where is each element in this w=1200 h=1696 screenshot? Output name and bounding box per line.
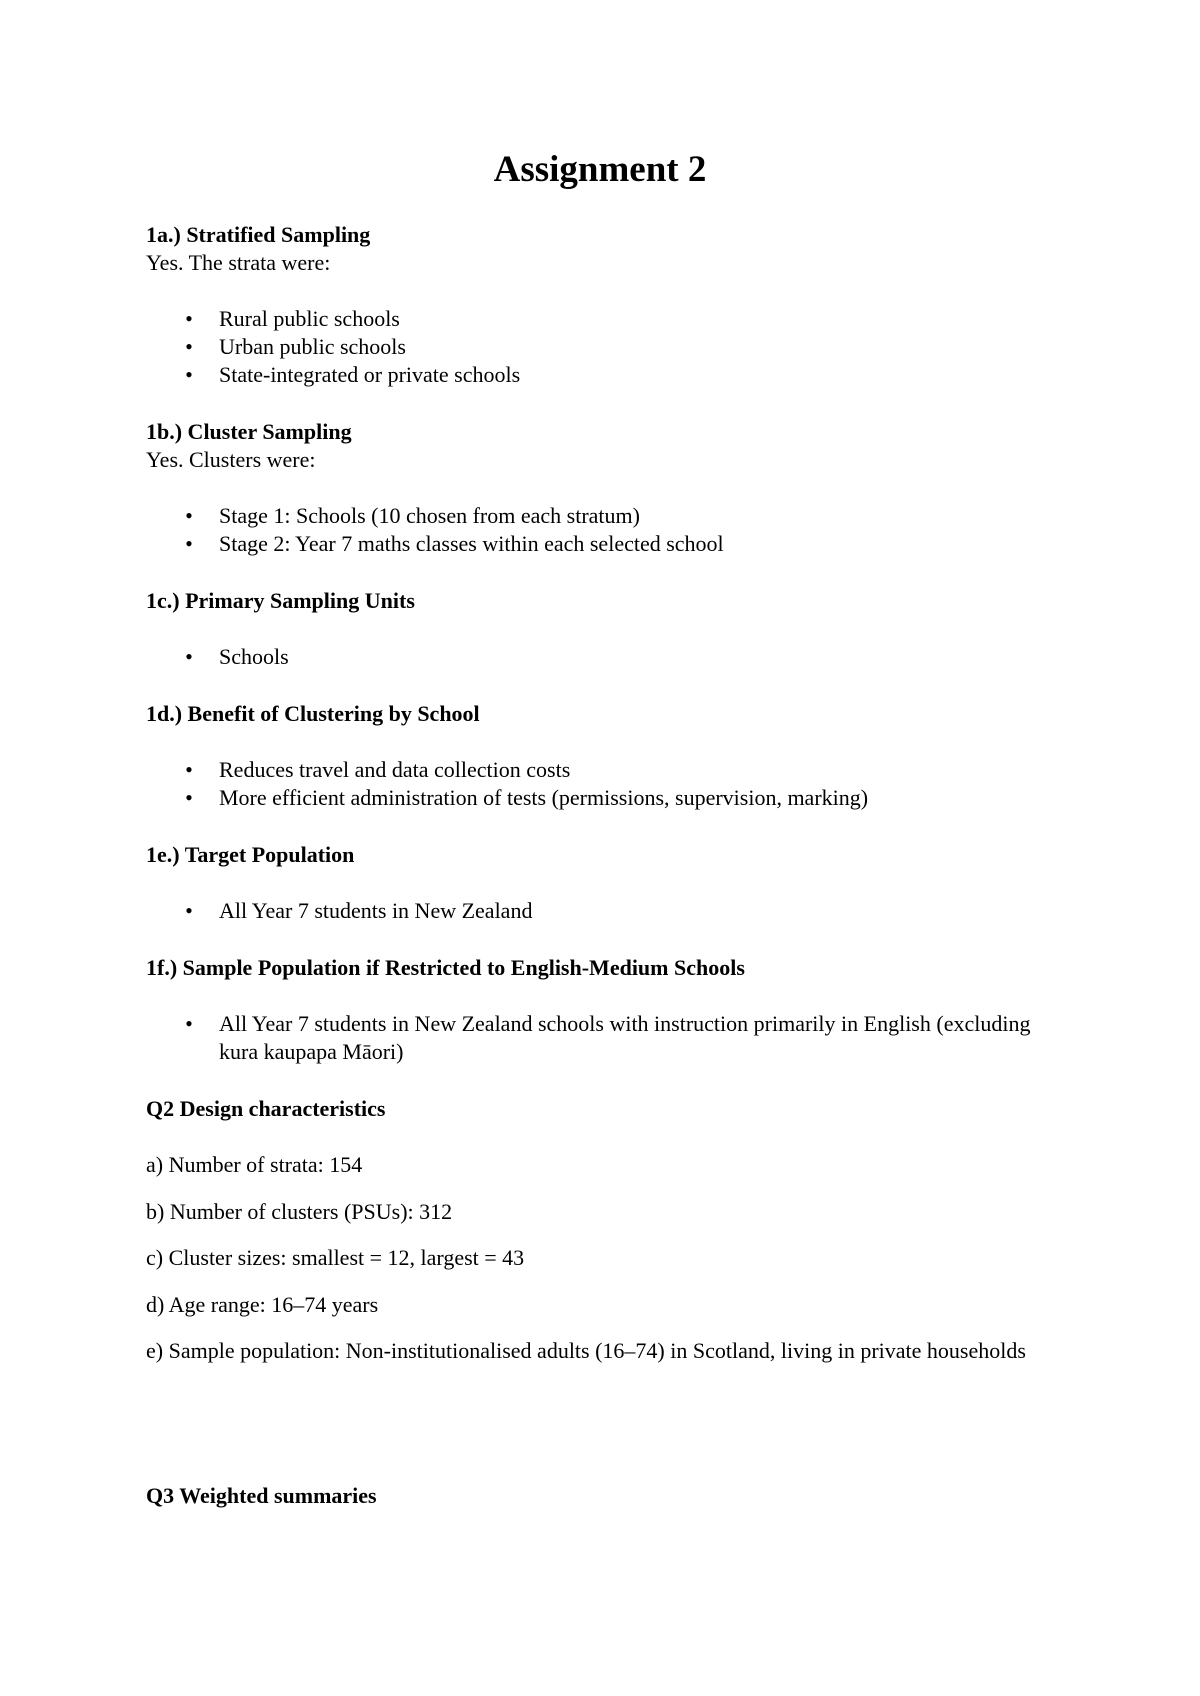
list-item: Reduces travel and data collection costs (219, 757, 571, 782)
bullet-marker: • (185, 757, 193, 782)
q2-heading: Q2 Design characteristics (146, 1096, 386, 1121)
section-1e-heading: 1e.) Target Population (146, 842, 355, 867)
bullet-marker: • (185, 644, 193, 669)
q2-line-c: c) Cluster sizes: smallest = 12, largest = 43 (146, 1245, 525, 1270)
list-item: More efficient administration of tests (permissions, supervision, marking) (219, 785, 869, 810)
list-item: Urban public schools (219, 334, 406, 359)
bullet-marker: • (185, 1011, 193, 1036)
bullet-marker: • (185, 362, 193, 387)
list-item: Rural public schools (219, 306, 400, 331)
bullet-marker: • (185, 334, 193, 359)
q3-heading: Q3 Weighted summaries (146, 1483, 377, 1508)
section-1b-intro: Yes. Clusters were: (146, 447, 316, 472)
q2-line-e: e) Sample population: Non-institutionalised adults (16–74) in Scotland, living in private households (146, 1338, 1026, 1363)
section-1a-heading: 1a.) Stratified Sampling (146, 222, 371, 247)
section-1c-heading: 1c.) Primary Sampling Units (146, 588, 415, 613)
page-title: Assignment 2 (493, 149, 707, 190)
list-item: Stage 1: Schools (10 chosen from each stratum) (219, 503, 640, 528)
list-item: All Year 7 students in New Zealand schools with instruction primarily in English (excluding kura kaupapa Māori) (219, 1011, 1031, 1064)
q2-line-b: b) Number of clusters (PSUs): 312 (146, 1199, 453, 1224)
bullet-marker: • (185, 898, 193, 923)
section-1d-heading: 1d.) Benefit of Clustering by School (146, 701, 480, 726)
list-item: Schools (219, 644, 289, 669)
list-item: All Year 7 students in New Zealand (219, 898, 533, 923)
list-item: Stage 2: Year 7 maths classes within each selected school (219, 531, 724, 556)
section-1a-intro: Yes. The strata were: (146, 250, 331, 275)
bullet-marker: • (185, 503, 193, 528)
q2-line-a: a) Number of strata: 154 (146, 1152, 363, 1177)
q2-line-d: d) Age range: 16–74 years (146, 1292, 379, 1317)
bullet-marker: • (185, 531, 193, 556)
bullet-marker: • (185, 306, 193, 331)
section-1f-heading: 1f.) Sample Population if Restricted to English-Medium Schools (146, 955, 745, 980)
section-1b-heading: 1b.) Cluster Sampling (146, 419, 352, 444)
list-item: State-integrated or private schools (219, 362, 521, 387)
bullet-marker: • (185, 785, 193, 810)
